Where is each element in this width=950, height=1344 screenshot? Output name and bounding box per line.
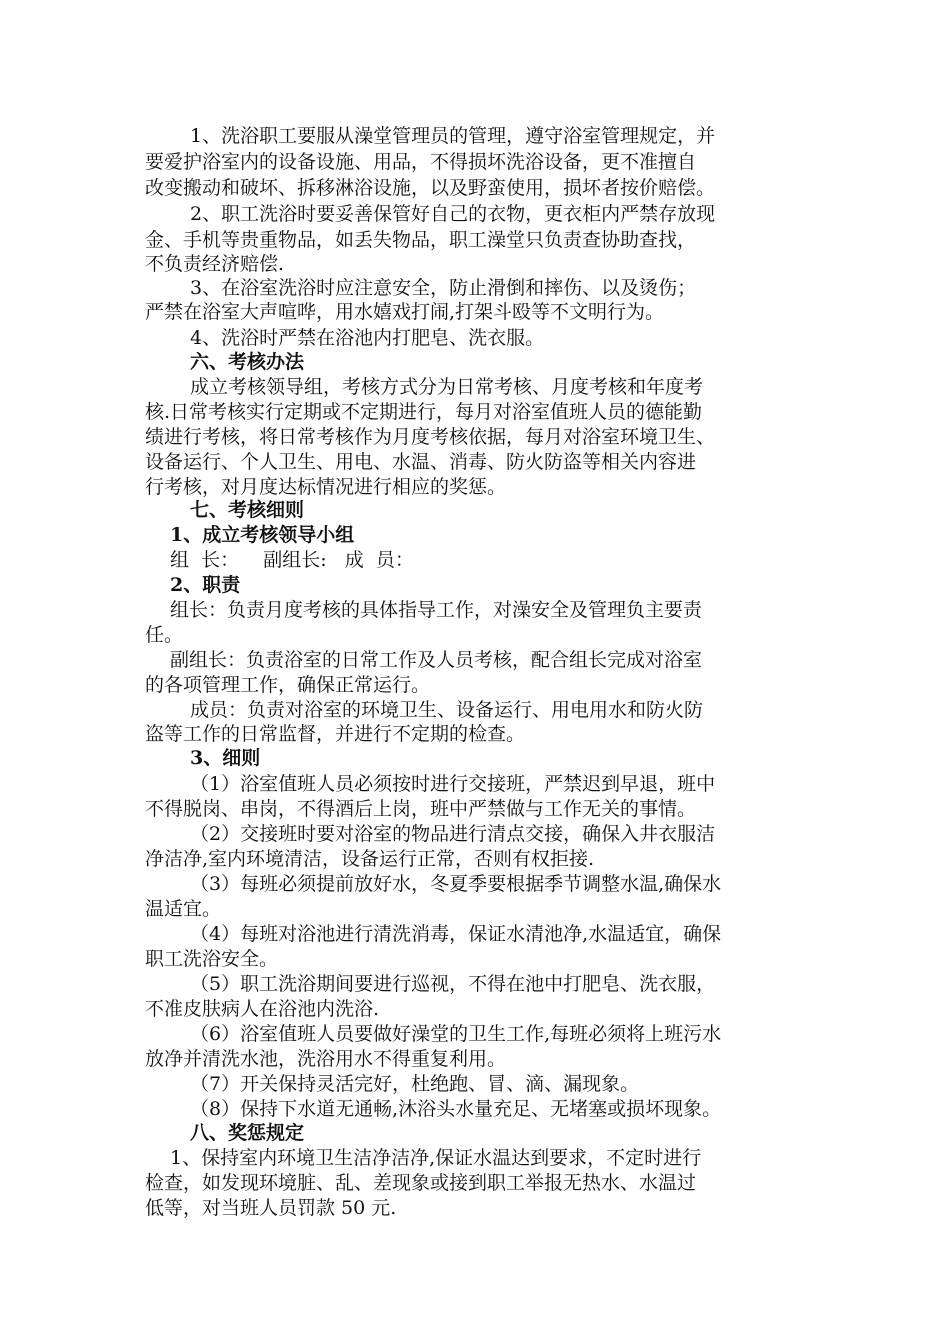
leader-duty-line-1: 组长：负责月度考核的具体指导工作，对澡安全及管理负主要责 (170, 599, 703, 621)
section-6-line-4: 设备运行、个人卫生、用电、水温、消毒、防火防盗等相关内容进 (145, 451, 697, 473)
detail-3-line-2: 温适宜。 (145, 898, 222, 920)
rule-3-line-1: 3、在浴室洗浴时应注意安全，防止滑倒和摔伤、以及烫伤； (190, 277, 697, 299)
detail-8-line-1: （8）保持下水道无通畅,沐浴头水量充足、无堵塞或损坏现象。 (190, 1098, 722, 1120)
detail-1-line-2: 不得脱岗、串岗，不得酒后上岗，班中严禁做与工作无关的事情。 (145, 798, 697, 820)
rule-4-line-1: 4、洗浴时严禁在浴池内打肥皂、洗衣服。 (190, 327, 545, 349)
detail-6-line-1: （6）浴室值班人员要做好澡堂的卫生工作,每班必须将上班污水 (190, 1023, 722, 1045)
rule-2-line-2: 金、手机等贵重物品，如丢失物品，职工澡堂只负责查协助查找， (145, 229, 697, 251)
section-8-heading: 八、奖惩规定 (190, 1122, 305, 1144)
detail-2-line-1: （2）交接班时要对浴室的物品进行清点交接，确保入井衣服洁 (190, 823, 716, 845)
deputy-duty-line-1: 副组长：负责浴室的日常工作及人员考核，配合组长完成对浴室 (170, 649, 703, 671)
rule-2-line-3: 不负责经济赔偿. (145, 253, 285, 275)
detail-2-line-2: 净洁净,室内环境清洁，设备运行正常，否则有权拒接. (145, 848, 595, 870)
rule-1-line-1: 1、洗浴职工要服从澡堂管理员的管理，遵守浴室管理规定，并 (190, 125, 716, 147)
section-7-sub-3: 3、细则 (190, 747, 261, 769)
detail-4-line-2: 职工洗浴安全。 (145, 948, 279, 970)
rule-3-line-2: 严禁在浴室大声喧哗，用水嬉戏打闹,打架斗殴等不文明行为。 (145, 301, 665, 323)
section-6-heading: 六、考核办法 (190, 351, 305, 373)
section-7-sub-1: 1、成立考核领导小组 (170, 524, 355, 546)
detail-1-line-1: （1）浴室值班人员必须按时进行交接班，严禁迟到早退，班中 (190, 773, 716, 795)
section-6-line-3: 绩进行考核，将日常考核作为月度考核依据，每月对浴室环境卫生、 (145, 426, 716, 448)
section-7-heading: 七、考核细则 (190, 499, 305, 521)
detail-4-line-1: （4）每班对浴池进行清洗消毒，保证水清池净,水温适宜，确保 (190, 923, 722, 945)
section-6-line-1: 成立考核领导组，考核方式分为日常考核、月度考核和年度考 (190, 376, 704, 398)
section-6-line-2: 核.日常考核实行定期或不定期进行，每月对浴室值班人员的德能勤 (145, 401, 703, 423)
detail-5-line-2: 不准皮肤病人在浴池内洗浴. (145, 998, 380, 1020)
section-7-roles: 组 长： 副组长: 成 员： (170, 549, 414, 571)
section-8-line-2: 检查，如发现环境脏、乱、差现象或接到职工举报无热水、水温过 (145, 1172, 697, 1194)
deputy-duty-line-2: 的各项管理工作，确保正常运行。 (145, 674, 431, 696)
rule-2-line-1: 2、职工洗浴时要妥善保管好自己的衣物，更衣柜内严禁存放现 (190, 203, 716, 225)
leader-duty-line-2: 任。 (145, 624, 184, 646)
section-8-line-1: 1、保持室内环境卫生洁净洁净,保证水温达到要求，不定时进行 (170, 1147, 702, 1169)
member-duty-line-1: 成员：负责对浴室的环境卫生、设备运行、用电用水和防火防 (190, 699, 704, 721)
detail-7-line-1: （7）开关保持灵活完好，杜绝跑、冒、滴、漏现象。 (190, 1073, 640, 1095)
detail-3-line-1: （3）每班必须提前放好水，冬夏季要根据季节调整水温,确保水 (190, 873, 722, 895)
section-6-line-5: 行考核，对月度达标情况进行相应的奖惩。 (145, 476, 507, 498)
section-7-sub-2: 2、职责 (170, 574, 241, 596)
detail-6-line-2: 放净并清洗水池，洗浴用水不得重复利用。 (145, 1048, 507, 1070)
section-8-line-3: 低等，对当班人员罚款 50 元. (145, 1197, 397, 1219)
member-duty-line-2: 盗等工作的日常监督，并进行不定期的检查。 (145, 723, 526, 745)
detail-5-line-1: （5）职工洗浴期间要进行巡视，不得在池中打肥皂、洗衣服， (190, 973, 716, 995)
rule-1-line-3: 改变搬动和破坏、拆移淋浴设施，以及野蛮使用，损坏者按价赔偿。 (145, 177, 716, 199)
rule-1-line-2: 要爱护浴室内的设备设施、用品，不得损坏洗浴设备，更不准擅自 (145, 151, 697, 173)
